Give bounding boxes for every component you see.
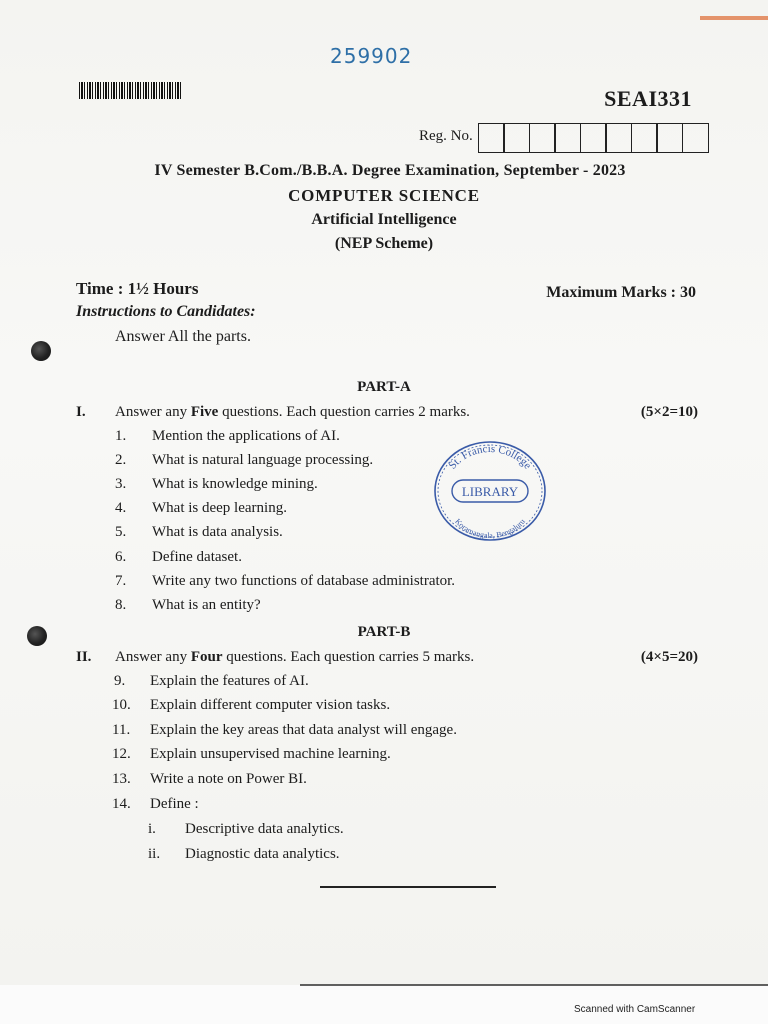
question-number: 8.: [115, 597, 127, 613]
question-number: 14.: [112, 796, 131, 812]
question-number: 5.: [115, 524, 127, 540]
question-text: What is natural language processing.: [152, 452, 374, 468]
question-number: 6.: [115, 549, 127, 565]
reg-no-box[interactable]: [529, 123, 556, 153]
library-stamp: [432, 440, 548, 542]
instructions-body: Answer All the parts.: [115, 328, 251, 345]
reg-no-box[interactable]: [580, 123, 607, 153]
section-marks: (5×2=10): [640, 404, 698, 420]
scheme-title: (NEP Scheme): [334, 235, 434, 252]
sub-question-number: i.: [148, 821, 156, 837]
stamp-bottom-text: Koramangala, Bengaluru: [453, 516, 527, 541]
question-number: 10.: [112, 697, 131, 713]
question-text: Explain the features of AI.: [150, 673, 309, 689]
subject-title: COMPUTER SCIENCE: [288, 186, 480, 205]
question-number: 11.: [112, 722, 131, 738]
section-instruction: Answer any Five questions. Each question carries 2 marks.: [115, 404, 470, 420]
maximum-marks: Maximum Marks : 30: [546, 284, 696, 301]
paper-corner-mark: [700, 16, 768, 20]
paper-edge: [300, 984, 768, 986]
question-number: 7.: [115, 573, 127, 589]
punch-hole: [31, 341, 51, 361]
reg-no-box[interactable]: [656, 123, 683, 153]
reg-no-box[interactable]: [682, 123, 709, 153]
part-a-heading: PART-A: [357, 379, 411, 395]
section-number: I.: [76, 404, 86, 420]
stamp-top-text: St. Francis College: [446, 442, 534, 472]
sub-question-number: ii.: [148, 846, 161, 862]
question-text: Explain unsupervised machine learning.: [150, 746, 391, 762]
reg-no-label: Reg. No.: [419, 128, 473, 144]
question-number: 2.: [115, 452, 127, 468]
time-allowed: Time : 1½ Hours: [76, 279, 199, 298]
instructions-heading: Instructions to Candidates:: [76, 303, 256, 320]
part-b-heading: PART-B: [357, 624, 411, 640]
question-text: Mention the applications of AI.: [152, 428, 340, 444]
course-title: Artificial Intelligence: [311, 211, 457, 228]
question-text: Write any two functions of database administrator.: [152, 573, 456, 589]
question-number: 4.: [115, 500, 127, 516]
question-number: 1.: [115, 428, 127, 444]
question-text: Define dataset.: [152, 549, 242, 565]
reg-no-box[interactable]: [631, 123, 658, 153]
section-number: II.: [76, 649, 92, 665]
sub-question-text: Diagnostic data analytics.: [185, 846, 340, 862]
question-text: What is knowledge mining.: [152, 476, 318, 492]
question-text: What is deep learning.: [152, 500, 287, 516]
reg-no-box[interactable]: [503, 123, 530, 153]
question-text: Define :: [150, 796, 199, 812]
section-marks: (4×5=20): [640, 649, 698, 665]
reg-no-box[interactable]: [554, 123, 581, 153]
part-a-instruction-row: [76, 404, 698, 424]
question-text: What is an entity?: [152, 597, 261, 613]
barcode: [79, 82, 183, 99]
part-b-instruction-row: [76, 649, 698, 669]
question-text: Explain the key areas that data analyst will engage.: [150, 722, 457, 738]
reg-no-box[interactable]: [478, 123, 505, 153]
reg-no-box[interactable]: [605, 123, 632, 153]
reg-no-boxes[interactable]: [479, 123, 709, 153]
section-instruction: Answer any Four questions. Each question carries 5 marks.: [115, 649, 475, 665]
question-number: 13.: [112, 771, 131, 787]
question-number: 3.: [115, 476, 127, 492]
exam-title: IV Semester B.Com./B.B.A. Degree Examination, September - 2023: [154, 162, 626, 179]
question-text: Explain different computer vision tasks.: [150, 697, 391, 713]
paper-code: SEAI331: [604, 86, 692, 111]
question-number: 9.: [114, 673, 126, 689]
question-text: What is data analysis.: [152, 524, 283, 540]
end-rule: [320, 886, 496, 888]
sub-question-text: Descriptive data analytics.: [185, 821, 344, 837]
question-text: Write a note on Power BI.: [150, 771, 307, 787]
scanner-watermark: Scanned with CamScanner: [574, 1004, 696, 1015]
question-number: 12.: [112, 746, 131, 762]
serial-number: 259902: [330, 44, 413, 68]
stamp-center-text: LIBRARY: [461, 484, 519, 499]
